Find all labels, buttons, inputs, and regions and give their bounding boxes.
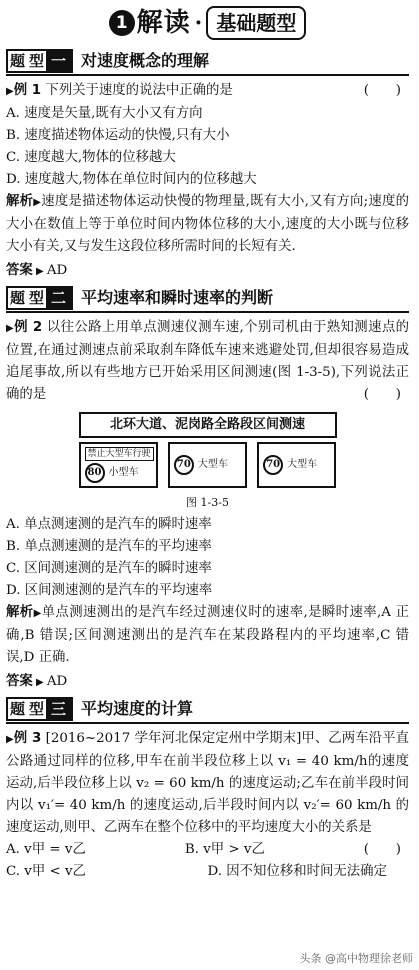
figure-title: 北环大道、泥岗路全路段区间测速 [79, 412, 337, 438]
answer-label: 答案 [6, 674, 33, 689]
triangle-icon: ▶ [6, 734, 14, 745]
question-stem: [2016~2017 学年河北保定定州中学期末]甲、乙两车沿平直公路通过同样的位移,甲车在前半段位移上以 v₁ = 40 km/h的速度运动,后半段位移上以 v₂ = 60 km/h 的速度运动;乙车在前半段时间内以 v₁′= 40 km/h 的速度运动,后半段时间内以 v₂′= 60 km/h 的速度运动,则甲、乙两车在整个位移中的平均速度大小的关系是 [6, 731, 409, 835]
answer-blank: ( ) [363, 387, 401, 402]
analysis [6, 191, 409, 258]
banner-box: 基础题型 [206, 6, 306, 40]
example-1 [6, 80, 409, 283]
answer [6, 671, 409, 694]
answer-blank: ( ) [363, 842, 401, 857]
option: B. 速度描述物体运动的快慢,只有大小 [6, 128, 230, 143]
triangle-icon: ▶ [32, 266, 47, 277]
option: B. 单点测速测的是汽车的平均速率 [6, 539, 212, 554]
analysis-label: 解析 [6, 194, 34, 209]
speed-limit-sign: 80 [85, 463, 105, 483]
camera-box [168, 442, 247, 488]
road-cameras [79, 442, 337, 488]
option: A. 单点测速测的是汽车的瞬时速率 [6, 517, 212, 532]
option: C. 速度越大,物体的位移越大 [6, 150, 176, 165]
tag-char: 题 [10, 52, 26, 70]
section-tag [6, 697, 73, 721]
section-tag [6, 49, 73, 73]
question-stem: 下列关于速度的说法中正确的是 [45, 83, 233, 98]
tag-char: 题 [10, 289, 26, 307]
tag-char: 型 [29, 700, 45, 718]
sign-note: 禁止大型车行驶 [85, 447, 154, 461]
options-row [6, 861, 409, 883]
triangle-icon: ▶ [6, 86, 14, 97]
example-2 [6, 317, 409, 694]
section-header-3 [6, 696, 409, 724]
answer-label: 答案 [6, 263, 33, 278]
analysis-text: 速度是描述物体运动快慢的物理量,既有大小,又有方向;速度的大小在数值上等于单位时间内物体位移的大小,速度的大小既与位移大小有关,又与发生这段位移所需时间的长短有关. [6, 194, 410, 254]
banner-word-2: 读 [163, 8, 191, 38]
analysis-text: 单点测速测出的是汽车经过测速仪时的速率,是瞬时速率,A 正确,B 错误;区间测速测出的是汽车在某段路程内的平均速率,C 错误,D 正确. [6, 605, 409, 665]
option: C. 区间测速测的是汽车的瞬时速率 [6, 561, 212, 576]
watermark: 头条 @高中物理徐老师 [299, 952, 413, 965]
section-title: 平均速率和瞬时速率的判断 [81, 288, 274, 307]
section-header-2 [6, 285, 409, 313]
vehicle-label: 大型车 [197, 459, 228, 470]
example-1-stem [6, 80, 409, 103]
example-label: 例 1 [13, 83, 42, 98]
section-tag [6, 286, 73, 310]
tag-number: 一 [46, 51, 71, 71]
banner-word-1: 解 [136, 8, 164, 38]
banner [6, 0, 409, 46]
section-title: 平均速度的计算 [81, 699, 194, 718]
tag-number: 二 [46, 288, 71, 308]
section-title: 对速度概念的理解 [81, 51, 210, 70]
triangle-icon: ▶ [33, 197, 42, 208]
speed-limit-sign: 70 [174, 455, 194, 475]
banner-dot: · [194, 10, 203, 36]
question-stem: 以往公路上用单点测速仪测车速,个别司机由于熟知测速点的位置,在通过测速点前采取刹车降低车速来逃避处罚,但却很容易造成追尾事故,所以有些地方已开始采用区间测速(图 1-3-5),下列说法正确的是 [6, 320, 409, 402]
vehicle-label: 小型车 [108, 467, 139, 478]
answer-blank: ( ) [363, 83, 401, 98]
camera-box [79, 442, 158, 488]
figure-caption: 图 1-3-5 [186, 496, 229, 509]
answer-text: AD [46, 263, 68, 278]
triangle-icon: ▶ [32, 677, 47, 688]
camera-box [257, 442, 336, 488]
answer [6, 260, 409, 283]
option: D. 区间测速测的是汽车的平均速率 [6, 583, 213, 598]
tag-char: 型 [29, 52, 45, 70]
example-2-stem [6, 317, 409, 406]
speed-limit-sign: 70 [263, 455, 283, 475]
sign-row [85, 463, 154, 483]
option: D. 因不知位移和时间无法确定 [207, 864, 387, 879]
option: C. v甲 < v乙 [6, 864, 86, 879]
example-label: 例 2 [14, 320, 43, 335]
option: A. 速度是矢量,既有大小又有方向 [6, 106, 203, 121]
analysis [6, 602, 409, 669]
tag-char: 题 [10, 700, 26, 718]
camera-content [85, 447, 154, 483]
option: B. v甲 > v乙 [184, 842, 265, 857]
tag-char: 型 [29, 289, 45, 307]
triangle-icon: ▶ [6, 323, 15, 334]
example-3 [6, 728, 409, 883]
options-row [6, 839, 364, 861]
example-label: 例 3 [13, 731, 42, 746]
analysis-label: 解析 [6, 605, 34, 620]
triangle-icon: ▶ [33, 608, 42, 619]
option: D. 速度越大,物体在单位时间内的位移越大 [6, 172, 257, 187]
tag-number: 三 [46, 699, 71, 719]
vehicle-label: 大型车 [287, 459, 318, 470]
section-header-1 [6, 48, 409, 76]
option: A. v甲 = v乙 [6, 842, 86, 857]
banner-number: 1 [109, 10, 135, 36]
figure-speed-zone [79, 412, 337, 514]
answer-text: AD [46, 674, 68, 689]
